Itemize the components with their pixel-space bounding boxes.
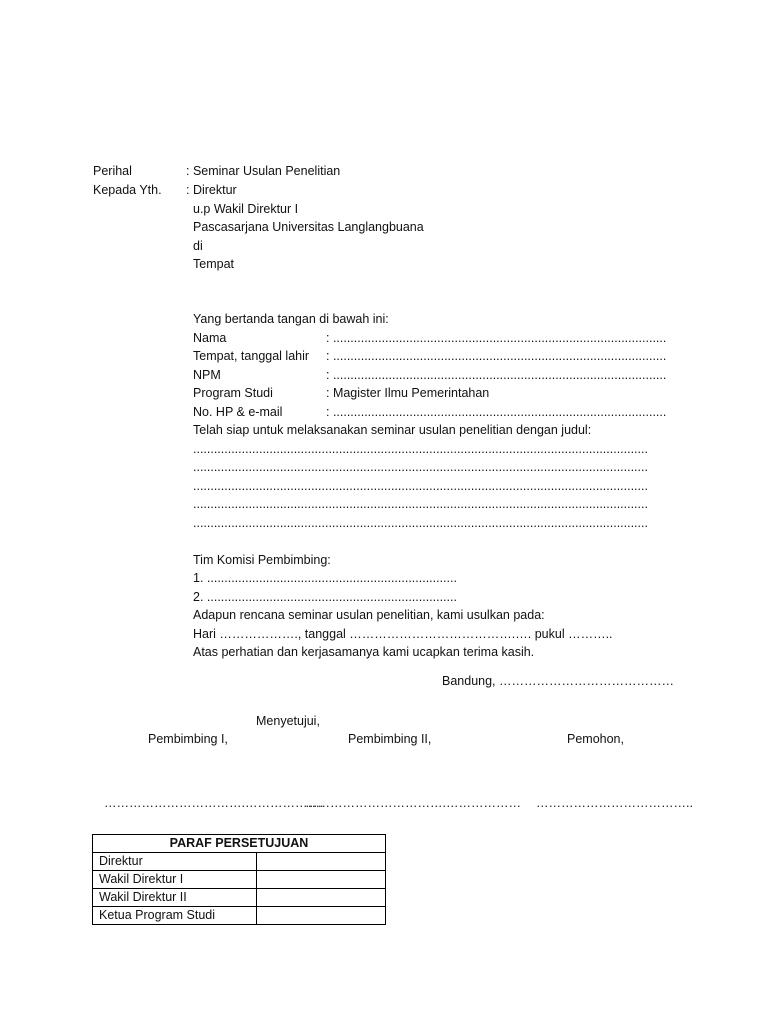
paraf-cell bbox=[257, 907, 386, 925]
recipient-line: u.p Wakil Direktur I bbox=[193, 202, 299, 216]
paraf-title: PARAF PERSETUJUAN bbox=[93, 835, 386, 853]
field-label: Tempat, tanggal lahir bbox=[193, 349, 310, 363]
field-label: NPM bbox=[193, 368, 221, 382]
field-value: : ................................................................................................ bbox=[326, 349, 667, 363]
kepada-value: : Direktur bbox=[186, 183, 237, 197]
field-label: No. HP & e-mail bbox=[193, 405, 283, 419]
jadwal-text: Hari ………………., tanggal ………………………………….…. pukul ……….. bbox=[193, 627, 613, 641]
judul-line: ................................................................................................................................... bbox=[193, 460, 648, 474]
judul-line: ................................................................................................................................... bbox=[193, 497, 648, 511]
signature-line: …………………………….……………… bbox=[305, 796, 521, 810]
recipient-line: di bbox=[193, 239, 203, 253]
paraf-cell bbox=[257, 871, 386, 889]
paraf-role: Direktur bbox=[93, 853, 257, 871]
intro-text: Yang bertanda tangan di bawah ini: bbox=[193, 312, 389, 326]
judul-intro: Telah siap untuk melaksanakan seminar usulan penelitian dengan judul: bbox=[193, 423, 592, 437]
table-header-row bbox=[93, 835, 386, 853]
kepada-label: Kepada Yth. bbox=[93, 183, 162, 197]
recipient-line: Pascasarjana Universitas Langlangbuana bbox=[193, 220, 424, 234]
pembimbing1-label: Pembimbing I, bbox=[148, 732, 228, 746]
paraf-cell bbox=[257, 889, 386, 907]
table-row bbox=[93, 907, 386, 925]
table-row bbox=[93, 889, 386, 907]
field-label: Program Studi bbox=[193, 386, 273, 400]
penutup-text: Atas perhatian dan kerjasamanya kami ucapkan terima kasih. bbox=[193, 645, 535, 659]
table-row bbox=[93, 871, 386, 889]
field-value: : ................................................................................................ bbox=[326, 331, 667, 345]
paraf-role: Ketua Program Studi bbox=[93, 907, 257, 925]
menyetujui-label: Menyetujui, bbox=[256, 714, 320, 728]
rencana-text: Adapun rencana seminar usulan penelitian, kami usulkan pada: bbox=[193, 608, 545, 622]
recipient-line: Tempat bbox=[193, 257, 234, 271]
field-value: : ................................................................................................ bbox=[326, 405, 667, 419]
tim-label: Tim Komisi Pembimbing: bbox=[193, 553, 331, 567]
tim-item: 1. ........................................................................ bbox=[193, 571, 457, 585]
signature-line: ……………………………….. bbox=[536, 796, 693, 810]
paraf-table bbox=[92, 834, 386, 925]
judul-line: ................................................................................................................................... bbox=[193, 516, 648, 530]
pemohon-label: Pemohon, bbox=[567, 732, 624, 746]
table-row bbox=[93, 853, 386, 871]
pembimbing2-label: Pembimbing II, bbox=[348, 732, 432, 746]
paraf-cell bbox=[257, 853, 386, 871]
perihal-value: : Seminar Usulan Penelitian bbox=[186, 164, 341, 178]
signature-line: …………………………….………………. bbox=[104, 796, 324, 810]
paraf-role: Wakil Direktur I bbox=[93, 871, 257, 889]
place-date: Bandung, …………………………………… bbox=[442, 674, 674, 688]
judul-line: ................................................................................................................................... bbox=[193, 442, 648, 456]
perihal-label: Perihal bbox=[93, 164, 132, 178]
paraf-role: Wakil Direktur II bbox=[93, 889, 257, 907]
field-value: : ................................................................................................ bbox=[326, 368, 667, 382]
field-value: : Magister Ilmu Pemerintahan bbox=[326, 386, 490, 400]
judul-line: ................................................................................................................................... bbox=[193, 479, 648, 493]
tim-item: 2. ........................................................................ bbox=[193, 590, 457, 604]
field-label: Nama bbox=[193, 331, 227, 345]
